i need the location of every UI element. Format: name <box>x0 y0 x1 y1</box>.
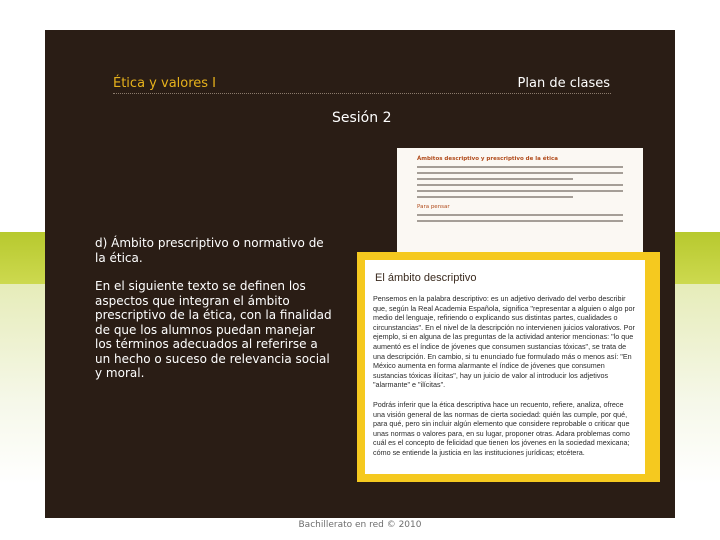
card-content <box>365 260 645 474</box>
plan-label: Plan de clases <box>517 76 610 91</box>
body-paragraph-2: En el siguiente texto se definen los aspectos que integran el ámbito prescriptivo de la ética, con la finalidad de que los alumnos puedan manejar los términos adecuados al referirse a un hecho o suceso de relevancia social y moral. <box>95 279 332 380</box>
background-document-subtitle: Para pensar <box>417 204 450 210</box>
background-document-title: Ámbitos descriptivo y prescriptivo de la ética <box>417 156 558 162</box>
background-document-image <box>397 148 643 258</box>
slide-body-text <box>95 236 335 395</box>
text-line <box>417 166 623 168</box>
text-line <box>417 178 573 180</box>
text-line <box>417 184 623 186</box>
card-paragraph-1: Pensemos en la palabra descriptivo: es un adjetivo derivado del verbo describir que, según la Real Academia Española, significa "representar a alguien o algo por medio del lenguaje, refiriendo o explicando sus distintas partes, cualidades o circunstancias". En el nivel de la descripción no intervienen juicios valorativos. Por ejemplo, si en alguna de las preguntas de la actividad anterior mencionas: "lo que aumentó es el índice de jóvenes que consumen sustancias tóxicas", se trata de una descripción. En cambio, si tu enunciado fue formulado más o menos así: "En México aumenta en forma alarmante el índice de jóvenes que consumen sustancias tóxicas ilícitas", hay un juicio de valor al introducir los adjetivos "alarmante" e "ilícitas". <box>373 294 635 390</box>
text-line <box>417 190 623 192</box>
footer-credit: Bachillerato en red © 2010 <box>298 520 422 530</box>
header-divider <box>113 93 611 94</box>
text-line <box>417 220 623 222</box>
card-paragraph-2: Podrás inferir que la ética descriptiva hace un recuento, refiere, analiza, ofrece una visión general de las normas de cierta sociedad: quién las cumple, por qué, para qué, pero sin incluir algún elemento que considere reprobable o criticar que unas normas o valores para, en su lugar, proponer otras. Adara problemas como cuál es el concepto de felicidad que tienen los jóvenes en la sociedad mexicana; cómo se entiende la justicia en las instituciones jurídicas; etcétera. <box>373 399 630 457</box>
body-paragraph-1: d) Ámbito prescriptivo o normativo de la ética. <box>95 236 324 265</box>
highlight-card <box>357 252 660 482</box>
course-title: Ética y valores I <box>113 76 217 91</box>
card-title: El ámbito descriptivo <box>375 272 477 284</box>
text-line <box>417 172 623 174</box>
session-heading: Sesión 2 <box>332 110 392 126</box>
text-line <box>417 214 623 216</box>
